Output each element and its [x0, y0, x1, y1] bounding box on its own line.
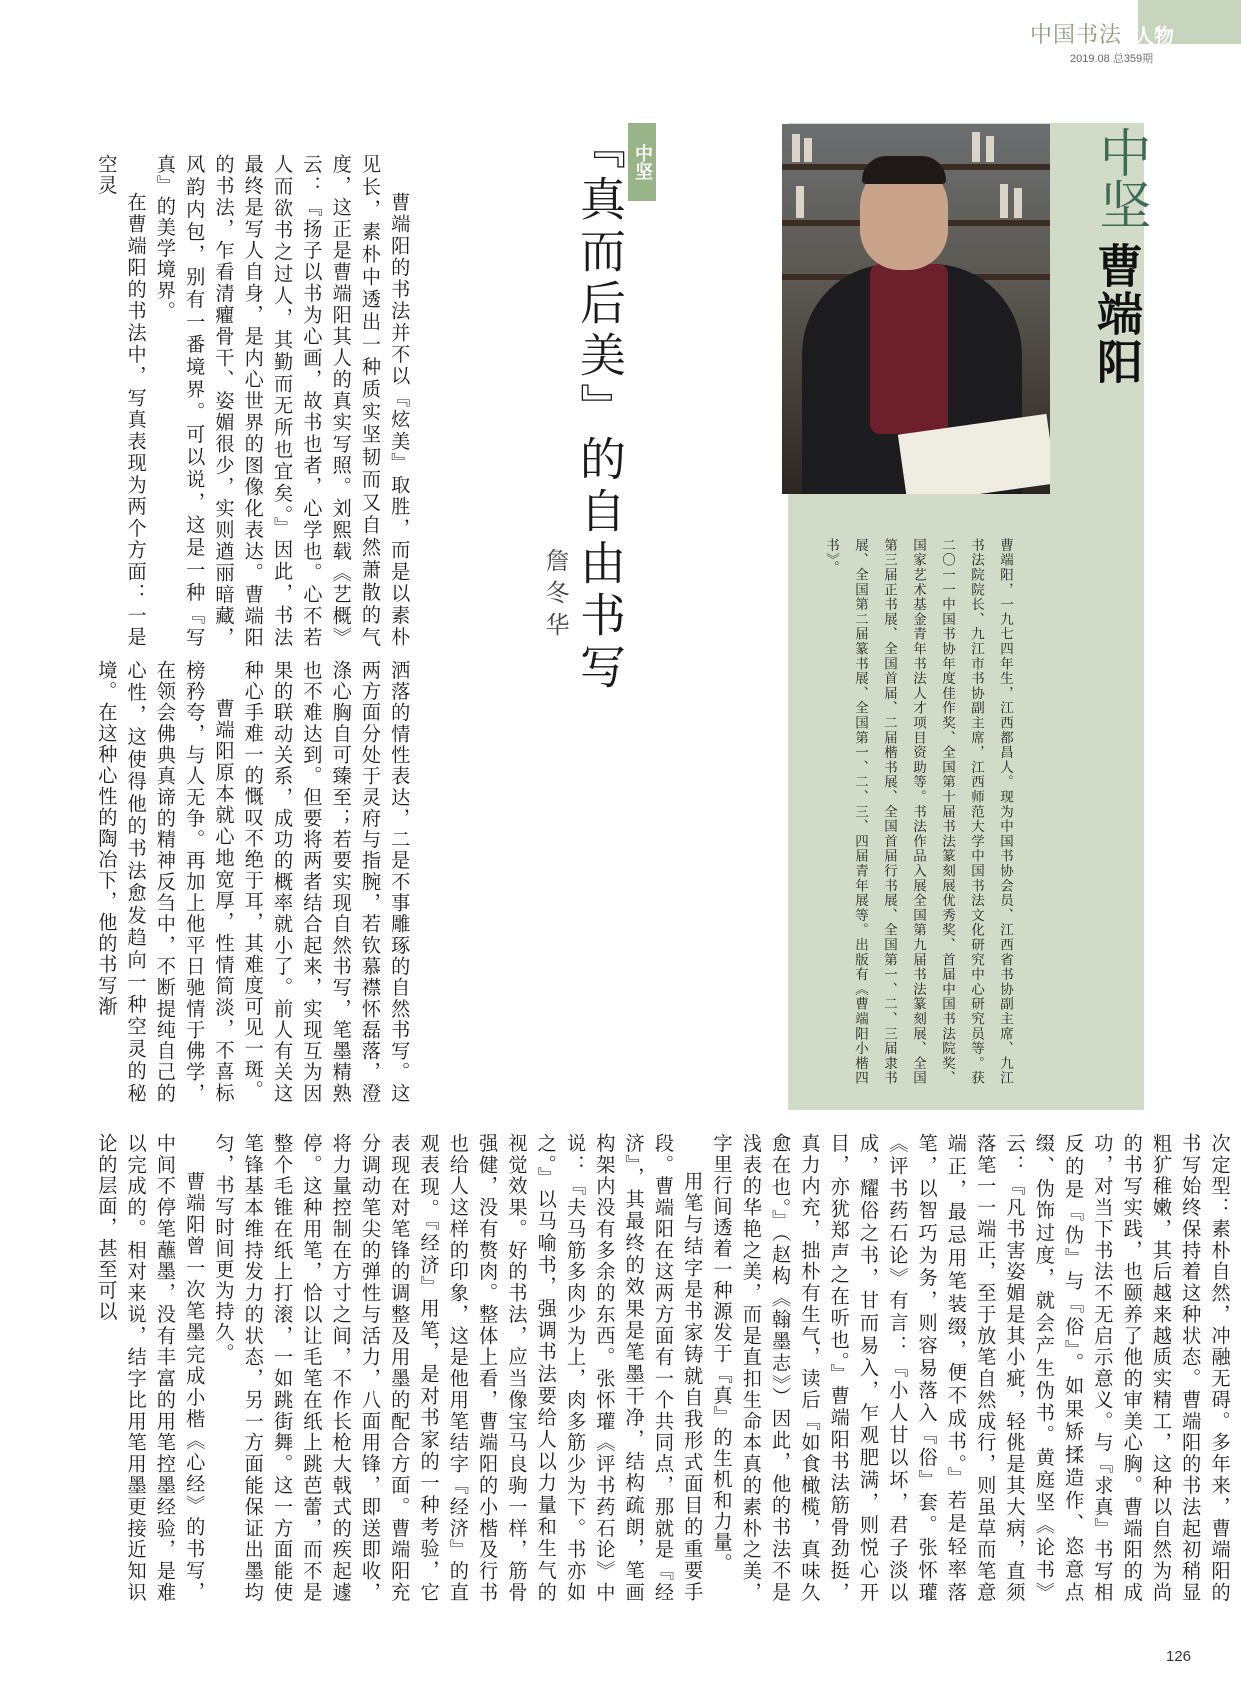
paragraph: 用笔与结字是书家铸就自我形式面目的重要手段。曹端阳在这两方面有一个共同点，那就是『经济』，其最终的效果是笔墨干净，结构疏朗，笔画构架内没有多余的东西。张怀瓘《评书药石论》中说：『夫马筋多肉少为上，肉多筋少为下。书亦如之。』以马喻书，强调书法要给人以力量和生气的视觉效果。好的书法，应当像宝马良驹一样，筋骨强健，没有赘肉。整体上看，曹端阳的小楷及行书也给人这样的印象，这是他用笔结字『经济』的直观表现。『经济』用笔，是对书家的一种考验，它表现在对笔锋的调整及用墨的配合方面。曹端阳充分调动笔尖的弹性与活力，八面用锋，即送即收，将力量控制在方寸之间，不作长枪大戟式的疾起遽停。这种用笔，恰以让毛笔在纸上跳芭蕾，而不是整个毛锥在纸上打滚，一如跳街舞。这一方面能使笔锋基本维持发力的状态，另一方面能保证出墨均匀，书写时间更为持久。: [212, 1133, 705, 1603]
article-author: 詹冬华: [541, 548, 569, 644]
profile-category: 中坚: [1090, 126, 1150, 230]
issue-label: 2019.08 总359期: [1070, 53, 1154, 65]
paragraph: 洒落的情性表达，二是不事雕琢的自然书写。这两方面分处于灵府与指腕，若钦慕襟怀磊落，澄涤心胸自可臻至；若要实现自然书写，笔墨精熟也不难达到。但要将两者结合起来，实现互为因果的联动关系，成功的概率就小了。前人有关这种心手难一的慨叹不绝于耳，其难度可见一斑。: [241, 660, 412, 1104]
paragraph: 次定型：素朴自然，冲融无碍。多年来，曹端阳的书写始终保持着这种状态。曹端阳的书法起初稍显粗犷稚嫩，其后越来越质实精工，这种以自然为尚的书写实践，也颐养了他的审美心胸。曹端阳的成功，对当下书法不无启示意义。与『求真』书写相反的是『伪』与『俗』。如果矫揉造作、恣意点缀、伪饰过度，就会产生伪书。黄庭坚《论书》云：『凡书害姿媚是其小疵，轻佻是其大病，直须落笔一一端正，至于放笔自然成行，则虽草而笔意端正，最忌用笔装缀，便不成书。』若是轻率落笔，以智巧为务，则容易落入『俗』套。张怀瓘《评书药石论》有言：『小人甘以坏，君子淡以成，耀俗之书，甘而易入，乍观肥满，则悦心开目，亦犹郑声之在听也。』曹端阳书法筋骨劲挺，真力内充，拙朴有生气，读后『如食橄榄，真味久愈在也。』（赵构《翰墨志》）因此，他的书法不是浅表的华艳之美，而是直扣生命本真的素朴之美，字里行间透着一种源发于『真』的生机和力量。: [710, 1133, 1232, 1603]
portrait-photo: [782, 124, 1050, 494]
article-tag: 中坚: [628, 123, 656, 201]
profile-bio: 曹端阳，一九七四年生，江西都昌人。现为中国书协会员、江西省书协副主席、九江书法院院长、九江市书协副主席，江西师范大学中国书法文化研究中心研究员等。获二〇一一中国书协年度佳作奖、全国第十届书法篆刻展优秀奖、首届中国书法院奖、国家艺术基金青年书法人才项目资助等。书法作品入展全国第九届书法篆刻展、全国第三届正书展、全国首届、二届楷书展、全国首届行书展、全国第一、二、三届隶书展、全国第二届篆书展、全国第一、二、三、四届青年展等。出版有《曹端阳小楷四书》。: [823, 538, 1013, 1086]
page-number: 126: [1166, 1648, 1192, 1665]
paragraph: 曹端阳的书法并不以『炫美』取胜，而是以素朴见长，素朴中透出一种质实坚韧而又自然萧散的气度，这正是曹端阳其人的真实写照。刘熙载《艺概》云：『扬子以书为心画，故书也者，心学也。心不若人而欲书之过人，其勤而无所也宜矣。』因此，书法最终是写人自身，是内心世界的图像化表达。曹端阳的书法，乍看清癯骨干、姿媚很少，实则遒丽暗藏，风韵内包，别有一番境界。可以说，这是一种『写真』的美学境界。: [153, 154, 412, 648]
paragraph: 在曹端阳的书法中，写真表现为两个方面：一是空灵: [95, 154, 148, 648]
section-label: 人物: [1134, 24, 1174, 48]
magazine-logo: 中国书法: [1030, 23, 1123, 48]
body-block-2: [92, 660, 414, 1104]
body-block-1: [92, 154, 414, 648]
body-block-3: [92, 1133, 1235, 1603]
paragraph: 曹端阳曾一次笔墨完成小楷《心经》的书写，中间不停笔蘸墨，没有丰富的用笔控墨经验，是难以完成的。相对来说，结字比用笔用墨更接近知识论的层面，甚至可以: [95, 1133, 207, 1603]
paragraph: 曹端阳原本就心地宽厚，性情简淡，不喜标榜矜夸，与人无争。再加上他平日驰情于佛学，在领会佛典真谛的精神反刍中，不断提纯自己的心性，这使得他的书法愈发趋向一种空灵的秘境。在这种心性的陶冶下，他的书写渐: [95, 660, 236, 1104]
article-title: 『真而后美』的自由书写: [573, 123, 627, 695]
profile-name: 曹端阳: [1090, 242, 1144, 386]
